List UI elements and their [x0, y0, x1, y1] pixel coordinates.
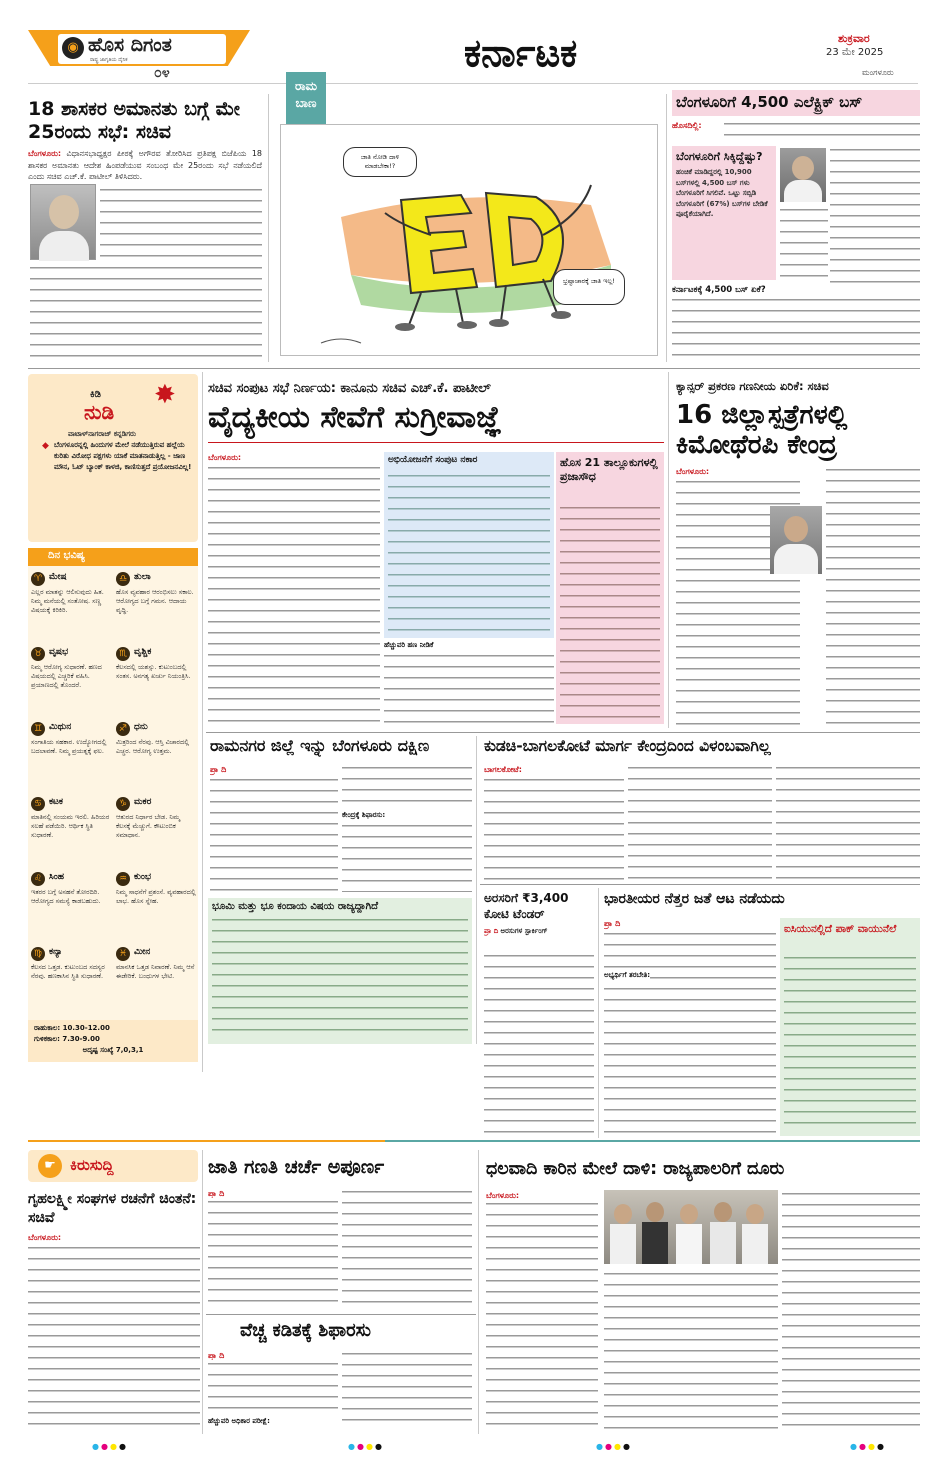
s6-headline: ಭೂಮಿ ಮತ್ತು ಭೂ ಕಂದಾಯ ವಿಷಯ ರಾಜ್ಯದ್ದಾಗಿದೆ — [212, 901, 378, 912]
zodiac-icon: ♎ — [116, 572, 130, 586]
zodiac-name: ಮಿಥುನ — [49, 722, 72, 732]
masthead-rule — [28, 83, 918, 84]
zodiac-text: ಕೆಲಸದ ಒತ್ತಡ. ಕುಟುಂಬದ ಸದಸ್ಯರ ನೆರವು. ಹಣಕಾಸಿನ ಸ್ಥಿತಿ ಸುಧಾರಣೆ. — [31, 963, 105, 980]
zodiac-name: ಧನು — [134, 722, 148, 732]
s3-box2-title: ಹೊಸ 21 ತಾಲ್ಲೂಕುಗಳಲ್ಲಿ ಪ್ರಜಾಸೌಧ — [560, 456, 658, 483]
s3-kicker: ಸಚಿವ ಸಂಪುಟ ಸಭೆ ನಿರ್ಣಯ: ಕಾನೂನು ಸಚಿವ ಎಚ್.ಕೆ. ಪಾಟೀಲ್ — [208, 381, 491, 396]
zodiac-name: ಮೇಷ — [49, 572, 67, 582]
kirusuddi-header — [28, 1150, 198, 1182]
horoscope-sign — [31, 722, 111, 792]
horoscope-header — [28, 548, 198, 566]
s2-photo — [780, 148, 826, 202]
quote-icon: ◆ — [42, 441, 49, 451]
zodiac-name: ಸಿಂಹ — [49, 872, 65, 882]
horoscope-sign — [31, 947, 111, 1017]
s8-headline: ಅರಸರಿಗೆ ₹3,400 ಕೋಟಿ ಟೆಂಡರ್ — [484, 891, 569, 921]
zodiac-icon: ♈ — [31, 572, 45, 586]
horoscope-sign — [31, 797, 111, 867]
cartoon-bubble-2-text: ಭ್ರಷ್ಟಾಚಾರಕ್ಕೆ ಜಾತಿ ಇಲ್ಲ! — [563, 277, 615, 285]
issue-city: ಮಂಗಳೂರು — [862, 68, 894, 77]
s4-kicker: ಕ್ಯಾನ್ಸರ್ ಪ್ರಕರಣ ಗಣನೀಯ ಏರಿಕೆ: ಸಚಿವ — [676, 379, 829, 393]
kidi-nudi-box — [28, 374, 198, 542]
s7-dateline: ಬಾಗಲಕೋಟೆ: — [484, 765, 522, 774]
s5-text-col3 — [342, 822, 472, 892]
s8-dateline: ಪ್ರಾ ದಿ — [484, 927, 499, 935]
kirusuddi-headline: ಗೃಹಲಕ್ಷ್ಮೀ ಸಂಘಗಳ ರಚನೆಗೆ ಚಿಂತನೆ: ಸಚಿವೆ — [28, 1191, 197, 1226]
s3-headline: ವೈದ್ಯಕೀಯ ಸೇವೆಗೆ ಸುಗ್ರೀವಾಜ್ಞೆ — [208, 400, 502, 435]
s2-box — [672, 146, 776, 280]
horoscope-sign — [116, 947, 196, 1017]
s3-text-col2 — [384, 652, 554, 728]
brand-tagline: ರಾಷ್ಟ್ರ ಜಾಗೃತಿಯ ದೈನಿಕ — [90, 57, 128, 63]
zodiac-text: ಎಲ್ಲರ ಮಾತನ್ನು ಆಲಿಸುವುದು ಹಿತ. ನಿಮ್ಮ ಮನೆಯಲ್ಲಿ ಸಂತೋಷ. ಸಣ್ಣ ವಿಷಯಕ್ಕೆ ಕಿರಿಕಿರಿ. — [31, 588, 104, 614]
s8-text — [484, 952, 594, 1138]
s3-text-col1 — [208, 464, 380, 728]
logo-icon: ◉ — [62, 37, 84, 59]
s12-dateline: ಬೆಂಗಳೂರು: — [486, 1191, 520, 1200]
s3-sub-label: ಹೆಚ್ಚುವರಿ ಹಣ ನೀಡಿಕೆ — [384, 641, 434, 649]
s3-box2 — [556, 452, 664, 724]
s2-box-title: ಬೆಂಗಳೂರಿಗೆ ಸಿಕ್ಕಿದ್ದೆಷ್ಟು? — [676, 150, 763, 163]
s11-text-col1 — [208, 1360, 338, 1418]
zodiac-name: ಕುಂಭ — [134, 872, 152, 882]
zodiac-icon: ♍ — [31, 947, 45, 961]
s4-dateline: ಬೆಂಗಳೂರು: — [676, 467, 710, 476]
s2-text-lines — [724, 120, 920, 142]
s2-box-text: ಹಂಚಿಕೆ ಮಾಡಿದ್ದರಲ್ಲಿ 10,900 ಬಸ್‌ಗಳಲ್ಲಿ 4,500 ಬಸ್ ಗಳು ಬೆಂಗಳೂರಿಗೆ ಸಿಗಲಿವೆ. ಒಟ್ಟು ಸಬ್ಸಿಡಿ ಬೆಂಗಳೂರಿಗೆ (67%) ಬಸ್‌ಗಳ ಬೇಡಿಕೆ ಪೂರೈಕೆಯಾಗಿದೆ. — [676, 168, 768, 218]
zodiac-icon: ♊ — [31, 722, 45, 736]
issue-date: 23 ಮೇ 2025 — [826, 47, 884, 58]
zodiac-name: ವೃಶ್ಚಿಕ — [134, 647, 152, 657]
cartoon-tag — [286, 72, 326, 124]
kirusuddi-text — [28, 1244, 200, 1432]
horoscope-footer — [28, 1020, 198, 1062]
kirusuddi-dateline: ಬೆಂಗಳೂರು: — [28, 1233, 62, 1242]
s11-text-col2 — [342, 1350, 472, 1430]
s1-lead: ವಿಧಾನಸಭಾಧ್ಯಕ್ಷರ ಪೀಠಕ್ಕೆ ಅಗೌರವ ತೋರಿಸಿದ ಪ್ರತಿಪಕ್ಷ ಬಿಜೆಪಿಯ 18 ಶಾಸಕರ ಅಮಾನತು ಆದೇಶ ಹಿಂಪಡೆಯುವ ಸಂಬಂಧ ಮೇ 25ರಂದು ಸಭೆ ನಡೆಯಲಿದೆ ಎಂದು ಸಚಿವ ಎಚ್.ಕೆ. ಪಾಟೀಲ್ ತಿಳಿಸಿದರು. — [28, 149, 262, 181]
zodiac-text: ಮಾತಿನಲ್ಲಿ ಸಂಯಮ ಇರಲಿ. ಹಿರಿಯರ ಸಲಹೆ ಪಡೆಯಿರಿ. ಆರ್ಥಿಕ ಸ್ಥಿತಿ ಸುಧಾರಣೆ. — [31, 813, 110, 839]
s1-text-lines-2 — [30, 264, 262, 358]
s9-headline: ಭಾರತೀಯರ ನೆತ್ತರ ಜತೆ ಆಟ ನಡೆಯದು — [604, 891, 785, 907]
zodiac-icon: ♋ — [31, 797, 45, 811]
page-number: ೦೪ — [154, 65, 170, 81]
s8-label: ಅರಸುಗಳ ಸ್ಪಾರ್ಕಿಂಗ್ — [500, 927, 548, 935]
kidi-title-small: ಕಿಡಿ — [90, 389, 101, 400]
zodiac-text: ಆತುರದ ನಿರ್ಧಾರ ಬೇಡ. ನಿಮ್ಮ ಕೆಲಸಕ್ಕೆ ಮೆಚ್ಚುಗೆ. ಕೌಟುಂಬಿಕ ಸಮಾಧಾನ. — [116, 813, 181, 839]
s4-text-col2 — [826, 466, 920, 726]
horoscope-sign — [31, 572, 111, 642]
s9-text-col1 — [604, 930, 776, 1138]
s9-box — [780, 918, 920, 1136]
s11-dateline: ಪ್ರಾ ದಿ — [208, 1351, 225, 1360]
s4-headline: 16 ಜಿಲ್ಲಾಸ್ಪತ್ರೆಗಳಲ್ಲಿ ಕಿಮೋಥೆರಪಿ ಕೇಂದ್ರ — [676, 400, 848, 460]
s3-box1-title: ಅಭಿಯೋಜನೆಗೆ ಸಂಪುಟ ನಕಾರ — [388, 455, 478, 465]
cartoon-bubble-1 — [343, 147, 417, 177]
kirusuddi-title: ಕಿರುಸುದ್ದಿ — [70, 1156, 114, 1174]
s12-text-col1 — [486, 1200, 598, 1432]
horoscope-sign — [116, 572, 196, 642]
hand-icon: ☛ — [38, 1154, 62, 1178]
cartoon-bubble-2 — [553, 269, 625, 305]
s3-dateline: ಬೆಂಗಳೂರು: — [208, 453, 242, 462]
horoscope-sign — [116, 872, 196, 942]
s10-text-col1 — [208, 1198, 338, 1308]
zodiac-name: ವೃಷಭ — [49, 647, 69, 657]
s7-text-col2 — [628, 764, 772, 880]
horoscope-grid — [28, 566, 198, 1020]
kidi-title-big: ನುಡಿ — [84, 400, 115, 424]
zodiac-text: ಕೆಲಸದಲ್ಲಿ ಯಶಸ್ಸು. ಕುಟುಂಬದಲ್ಲಿ ಸಂತಸ. ಅನಗತ್ಯ ಖರ್ಚು ನಿಯಂತ್ರಿಸಿ. — [116, 663, 191, 680]
s7-headline: ಕುಡಚಿ-ಬಾಗಲಕೋಟೆ ಮಾರ್ಗ ಕೇಂದ್ರದಿಂದ ವಿಳಂಬವಾಗಿಲ್ಲ — [484, 737, 771, 755]
zodiac-icon: ♏ — [116, 647, 130, 661]
s4-photo — [770, 506, 822, 574]
s3-box1 — [384, 452, 554, 638]
s1-dateline: ಬೆಂಗಳೂರು: — [28, 149, 62, 158]
zodiac-icon: ♓ — [116, 947, 130, 961]
horoscope-sign — [31, 872, 111, 942]
s5-subhead: ಕೇಂದ್ರಕ್ಕೆ ಶಿಫಾರಸು: — [342, 811, 386, 819]
s5-headline: ರಾಮನಗರ ಜಿಲ್ಲೆ ಇನ್ನು ಬೆಂಗಳೂರು ದಕ್ಷಿಣ — [210, 736, 430, 755]
zodiac-text: ಮಿತ್ರರಿಂದ ನೆರವು. ಆಸ್ತಿ ವಿಚಾರದಲ್ಲಿ ಎಚ್ಚರ. ಆರೋಗ್ಯ ಉತ್ತಮ. — [116, 738, 190, 755]
s12-headline: ಧಲವಾದಿ ಕಾರಿನ ಮೇಲೆ ದಾಳಿ: ರಾಜ್ಯಪಾಲರಿಗೆ ದೂರು — [486, 1159, 785, 1179]
s2-text-lines-2 — [830, 146, 920, 286]
zodiac-icon: ♒ — [116, 872, 130, 886]
lucky-numbers: ಅದೃಷ್ಟ ಸಂಖ್ಯೆ 7,0,3,1 — [82, 1046, 144, 1054]
horoscope-sign — [116, 797, 196, 867]
s12-text-col2 — [604, 1270, 778, 1432]
s2-subhead: ಕರ್ನಾಟಕಕ್ಕೆ 4,500 ಬಸ್ ಏಕೆ? — [672, 285, 766, 295]
zodiac-icon: ♑ — [116, 797, 130, 811]
s7-text-col1 — [484, 776, 624, 880]
cartoon-tag-bottom: ಬಾಣ — [295, 96, 317, 110]
gulikakala: ಗುಳಿಕಕಾಲ: 7.30-9.00 — [34, 1035, 100, 1043]
s2-dateline: ಹೊಸದಿಲ್ಲಿ: — [672, 121, 702, 130]
cartoon-panel — [272, 79, 660, 362]
cartoon-tag-top: ರಾಮ — [295, 79, 317, 93]
s2-text-lines-3 — [780, 206, 828, 286]
zodiac-name: ತುಲಾ — [134, 572, 151, 582]
zodiac-icon: ♐ — [116, 722, 130, 736]
s1-photo — [30, 184, 96, 260]
s12-photo — [604, 1190, 778, 1264]
zodiac-text: ನಿಮ್ಮ ಆರೋಗ್ಯ ಸುಧಾರಣೆ. ಹಣದ ವಿಷಯದಲ್ಲಿ ಎಚ್ಚರಿಕೆ ವಹಿಸಿ. ಪ್ರಯಾಣದಲ್ಲಿ ತೊಂದರೆ. — [31, 663, 102, 689]
cartoon-frame — [280, 124, 658, 356]
zodiac-icon: ♉ — [31, 647, 45, 661]
zodiac-name: ಮೀನ — [134, 947, 151, 957]
s9-box-title: ಐಸಿಯುನಲ್ಲಿದೆ ಪಾಕ್ ವಾಯುನೆಲೆ — [784, 923, 897, 935]
zodiac-name: ಕನ್ಯಾ — [49, 947, 63, 957]
cartoon-bubble-1-text: ಜಾತಿ ನೋಡಿ ದಾಳಿ ಮಾಡಬೇಕಾ!? — [360, 153, 400, 170]
s11-subhead: ಹೆಚ್ಚುವರಿ ಅಧಿಕಾರ ಪರೀಕ್ಷೆ: — [208, 1417, 270, 1425]
section-title: ಕರ್ನಾಟಕ — [464, 31, 578, 75]
s2-headline: ಬೆಂಗಳೂರಿಗೆ 4,500 ಎಲೆಕ್ಟ್ರಿಕ್ ಬಸ್ — [676, 93, 863, 111]
cartoon-art — [281, 125, 659, 357]
horoscope-sign — [31, 647, 111, 717]
horoscope-title: ದಿನ ಭವಿಷ್ಯ — [48, 550, 85, 561]
s5-dateline: ಪ್ರಾ ದಿ — [210, 765, 227, 774]
kidi-author: ವಾಟಾಳ್‌ನಾಗರಾಜ್ ಕನ್ನಡಿಗರು — [68, 430, 136, 438]
s10-headline: ಜಾತಿ ಗಣತಿ ಚರ್ಚೆ ಅಪೂರ್ಣ — [208, 1156, 385, 1178]
masthead — [0, 0, 945, 86]
s7-text-col3 — [776, 764, 920, 880]
zodiac-text: ಇತರರ ಬಗ್ಗೆ ಅಸಹನೆ ತೋರದಿರಿ. ಆರೋಗ್ಯದ ಸಮಸ್ಯೆ ಕಾಡಬಹುದು. — [31, 888, 101, 905]
issue-day: ಶುಕ್ರವಾರ — [838, 32, 870, 45]
zodiac-name: ಮಕರ — [134, 797, 152, 807]
rahukala: ರಾಹುಕಾಲ: 10.30-12.00 — [34, 1024, 110, 1032]
s10-dateline: ಪ್ರಾ ದಿ — [208, 1189, 225, 1198]
zodiac-text: ಮಾನಸಿಕ ಒತ್ತಡ ನಿವಾರಣೆ. ನಿಮ್ಮ ಆಸೆ ಈಡೇರಿಕೆ. ಬಂಧುಗಳ ಭೇಟಿ. — [116, 963, 195, 980]
s11-headline: ವೆಚ್ಚ ಕಡಿತಕ್ಕೆ ಶಿಫಾರಸು — [240, 1320, 371, 1341]
zodiac-name: ಕಟಕ — [49, 797, 63, 807]
zodiac-icon: ♌ — [31, 872, 45, 886]
zodiac-text: ಹೊಸ ವ್ಯವಹಾರ ಆರಂಭಿಸಲು ಸಕಾಲ. ಆರೋಗ್ಯದ ಬಗ್ಗೆ ಗಮನ. ಆದಾಯ ವೃದ್ಧಿ. — [116, 588, 194, 614]
s5-text-col2 — [342, 764, 472, 810]
brand-name: ಹೊಸ ದಿಗಂತ — [88, 34, 172, 56]
s9-subhead: ಅಭ್ಯರ್ಥಿಗೆ ತರಬೇತಿ: — [604, 971, 651, 979]
zodiac-text: ಸಂಗಾತಿಯ ಸಹಕಾರ. ಉದ್ಯೋಗದಲ್ಲಿ ಬದಲಾವಣೆ. ನಿಮ್ಮ ಪ್ರಯತ್ನಕ್ಕೆ ಫಲ. — [31, 738, 107, 755]
registration-marks: ●●●● ●●●● ●●●● ●●●● — [92, 1442, 886, 1451]
s2-text-lines-4 — [672, 296, 920, 360]
horoscope-sign — [116, 647, 196, 717]
s6-box — [208, 898, 472, 1044]
horoscope-sign — [116, 722, 196, 792]
s5-text-col1 — [210, 776, 338, 892]
brand-box — [58, 34, 226, 64]
s9-dateline: ಪ್ರಾ ದಿ — [604, 919, 621, 928]
s10-text-col2 — [342, 1188, 472, 1308]
s1-headline: 18 ಶಾಸಕರ ಅಮಾನತು ಬಗ್ಗೆ ಮೇ 25ರಂದು ಸಭೆ: ಸಚಿವ — [28, 98, 240, 143]
zodiac-text: ನಿಮ್ಮ ಸಾಧನೆಗೆ ಪ್ರಶಂಸೆ. ವ್ಯವಹಾರದಲ್ಲಿ ಲಾಭ. ಹೊಸ ಸ್ನೇಹ. — [116, 888, 196, 905]
kidi-quote: ಬೆಂಗಳೂರನ್ನಲ್ಲಿ ಹಿಂದುಗಳ ಮೇಲೆ ನಡೆಯುತ್ತಿರುವ ಹಲ್ಲೆಯ ಕುರಿತು ವಿರೋಧ ಪಕ್ಷಗಳು ಯಾಕೆ ಮಾತನಾಡುತ್ತಿಲ್ಲ - ಜಾಣ ಮೌನ, ಓಟ್ ಬ್ಯಾಂಕ್ ಕಾಳಜಿ, ಕಾಣಿಸುತ್ತದೆ ಪ್ರಯೋಜನವಿಲ್ಲ! — [54, 441, 192, 471]
s8-body — [484, 926, 594, 950]
s1-text-lines — [100, 186, 262, 260]
spark-icon: ✸ — [154, 380, 176, 410]
s12-text-col3 — [782, 1190, 920, 1432]
